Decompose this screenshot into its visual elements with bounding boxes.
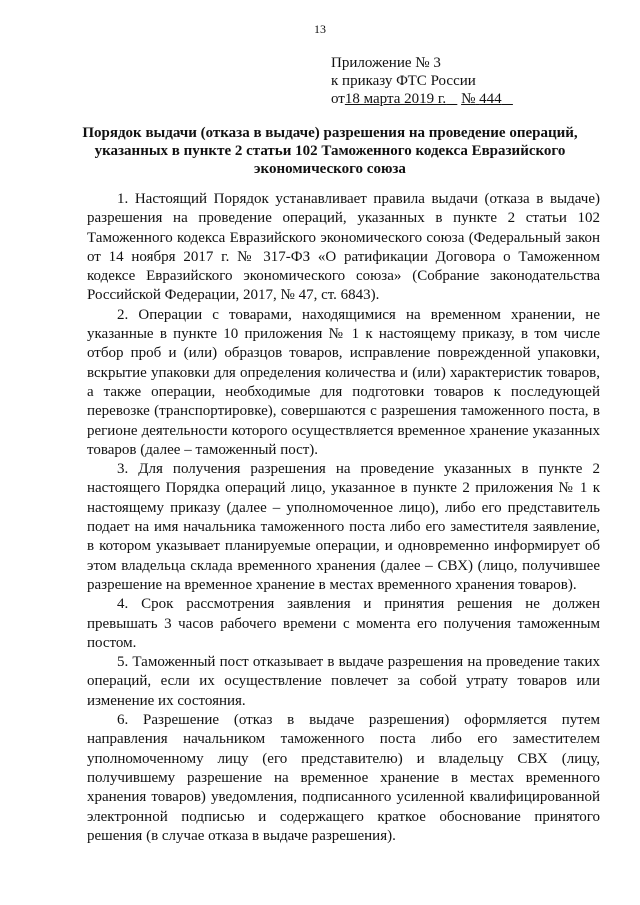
appendix-header <box>331 54 513 108</box>
order-number: 444 <box>479 91 502 107</box>
appendix-order-date-line <box>331 90 513 108</box>
paragraph-2: 2. Операции с товарами, находящимися на временном хранении, не указанные в пункте 10 приложения № 1 к настоящему приказу, в том числе отбор проб и (или) образцов товаров, исправление поврежденной упаковки, вскрытие упаковки для определения количества и (или) характеристик товаров, а также операции, необходимые для подготовки товаров к последующей перевозке (транспортировке), совершаются с разрешения таможенного поста, в регионе деятельности которого осуществляется временное хранение указанных товаров (далее – таможенный пост). <box>87 306 600 458</box>
number-prefix: № <box>461 91 476 107</box>
appendix-number: Приложение № 3 <box>331 55 441 71</box>
paragraph-5: 5. Таможенный пост отказывает в выдаче разрешения на проведение таких операций, если их осуществление повлечет за собой утрату товаров или изменение их состояния. <box>87 654 600 709</box>
document-title: Порядок выдачи (отказа в выдаче) разрешения на проведение операций, указанных в пункте 2 статьи 102 Таможенного кодекса Евразийского экономического союза <box>82 125 578 177</box>
paragraph-1: 1. Настоящий Порядок устанавливает правила выдачи (отказа в выдаче) разрешения на проведение операций, указанных в пункте 2 статьи 102 Таможенного кодекса Евразийского экономического союза (Федеральный закон от 14 ноября 2017 г. № 317-ФЗ «О ратификации Договора о Таможенном кодексе Евразийского экономического союза» (Собрание законодательства Российской Федерации, 2017, № 47, ст. 6843). <box>87 191 600 304</box>
order-date: 18 марта 2019 г. <box>344 91 447 107</box>
paragraph-4: 4. Срок рассмотрения заявления и принятия решения не должен превышать 3 часов рабочего времени с момента его получения таможенным постом. <box>87 596 600 651</box>
paragraph-6: 6. Разрешение (отказ в выдаче разрешения) оформляется путем направления начальником таможенного поста либо его заместителем уполномоченному лицу (его представителю) и владельцу СВХ (лицу, получившему разрешение на временное хранение в местах временного хранения товаров) уведомления, подписанного усиленной квалифицированной электронной подписью и содержащего краткое обоснование принятого решения (в случае отказа в выдаче разрешения). <box>87 712 600 844</box>
date-prefix: от <box>331 91 345 107</box>
document-body <box>87 190 600 846</box>
appendix-order-ref: к приказу ФТС России <box>331 73 476 89</box>
paragraph-3: 3. Для получения разрешения на проведение указанных в пункте 2 настоящего Порядка операций лицо, указанное в пункте 2 приложения № 1 к настоящему приказу (далее – уполномоченное лицо), либо его представитель подает на имя начальника таможенного поста либо его заместителя заявление, в котором указывает планируемые операции, и одновременно информирует об этом владельца склада временного хранения (далее – СВХ) (лицо, получившее разрешение на временное хранение в местах временного хранения товаров). <box>87 461 600 593</box>
page-number: 13 <box>314 22 326 36</box>
